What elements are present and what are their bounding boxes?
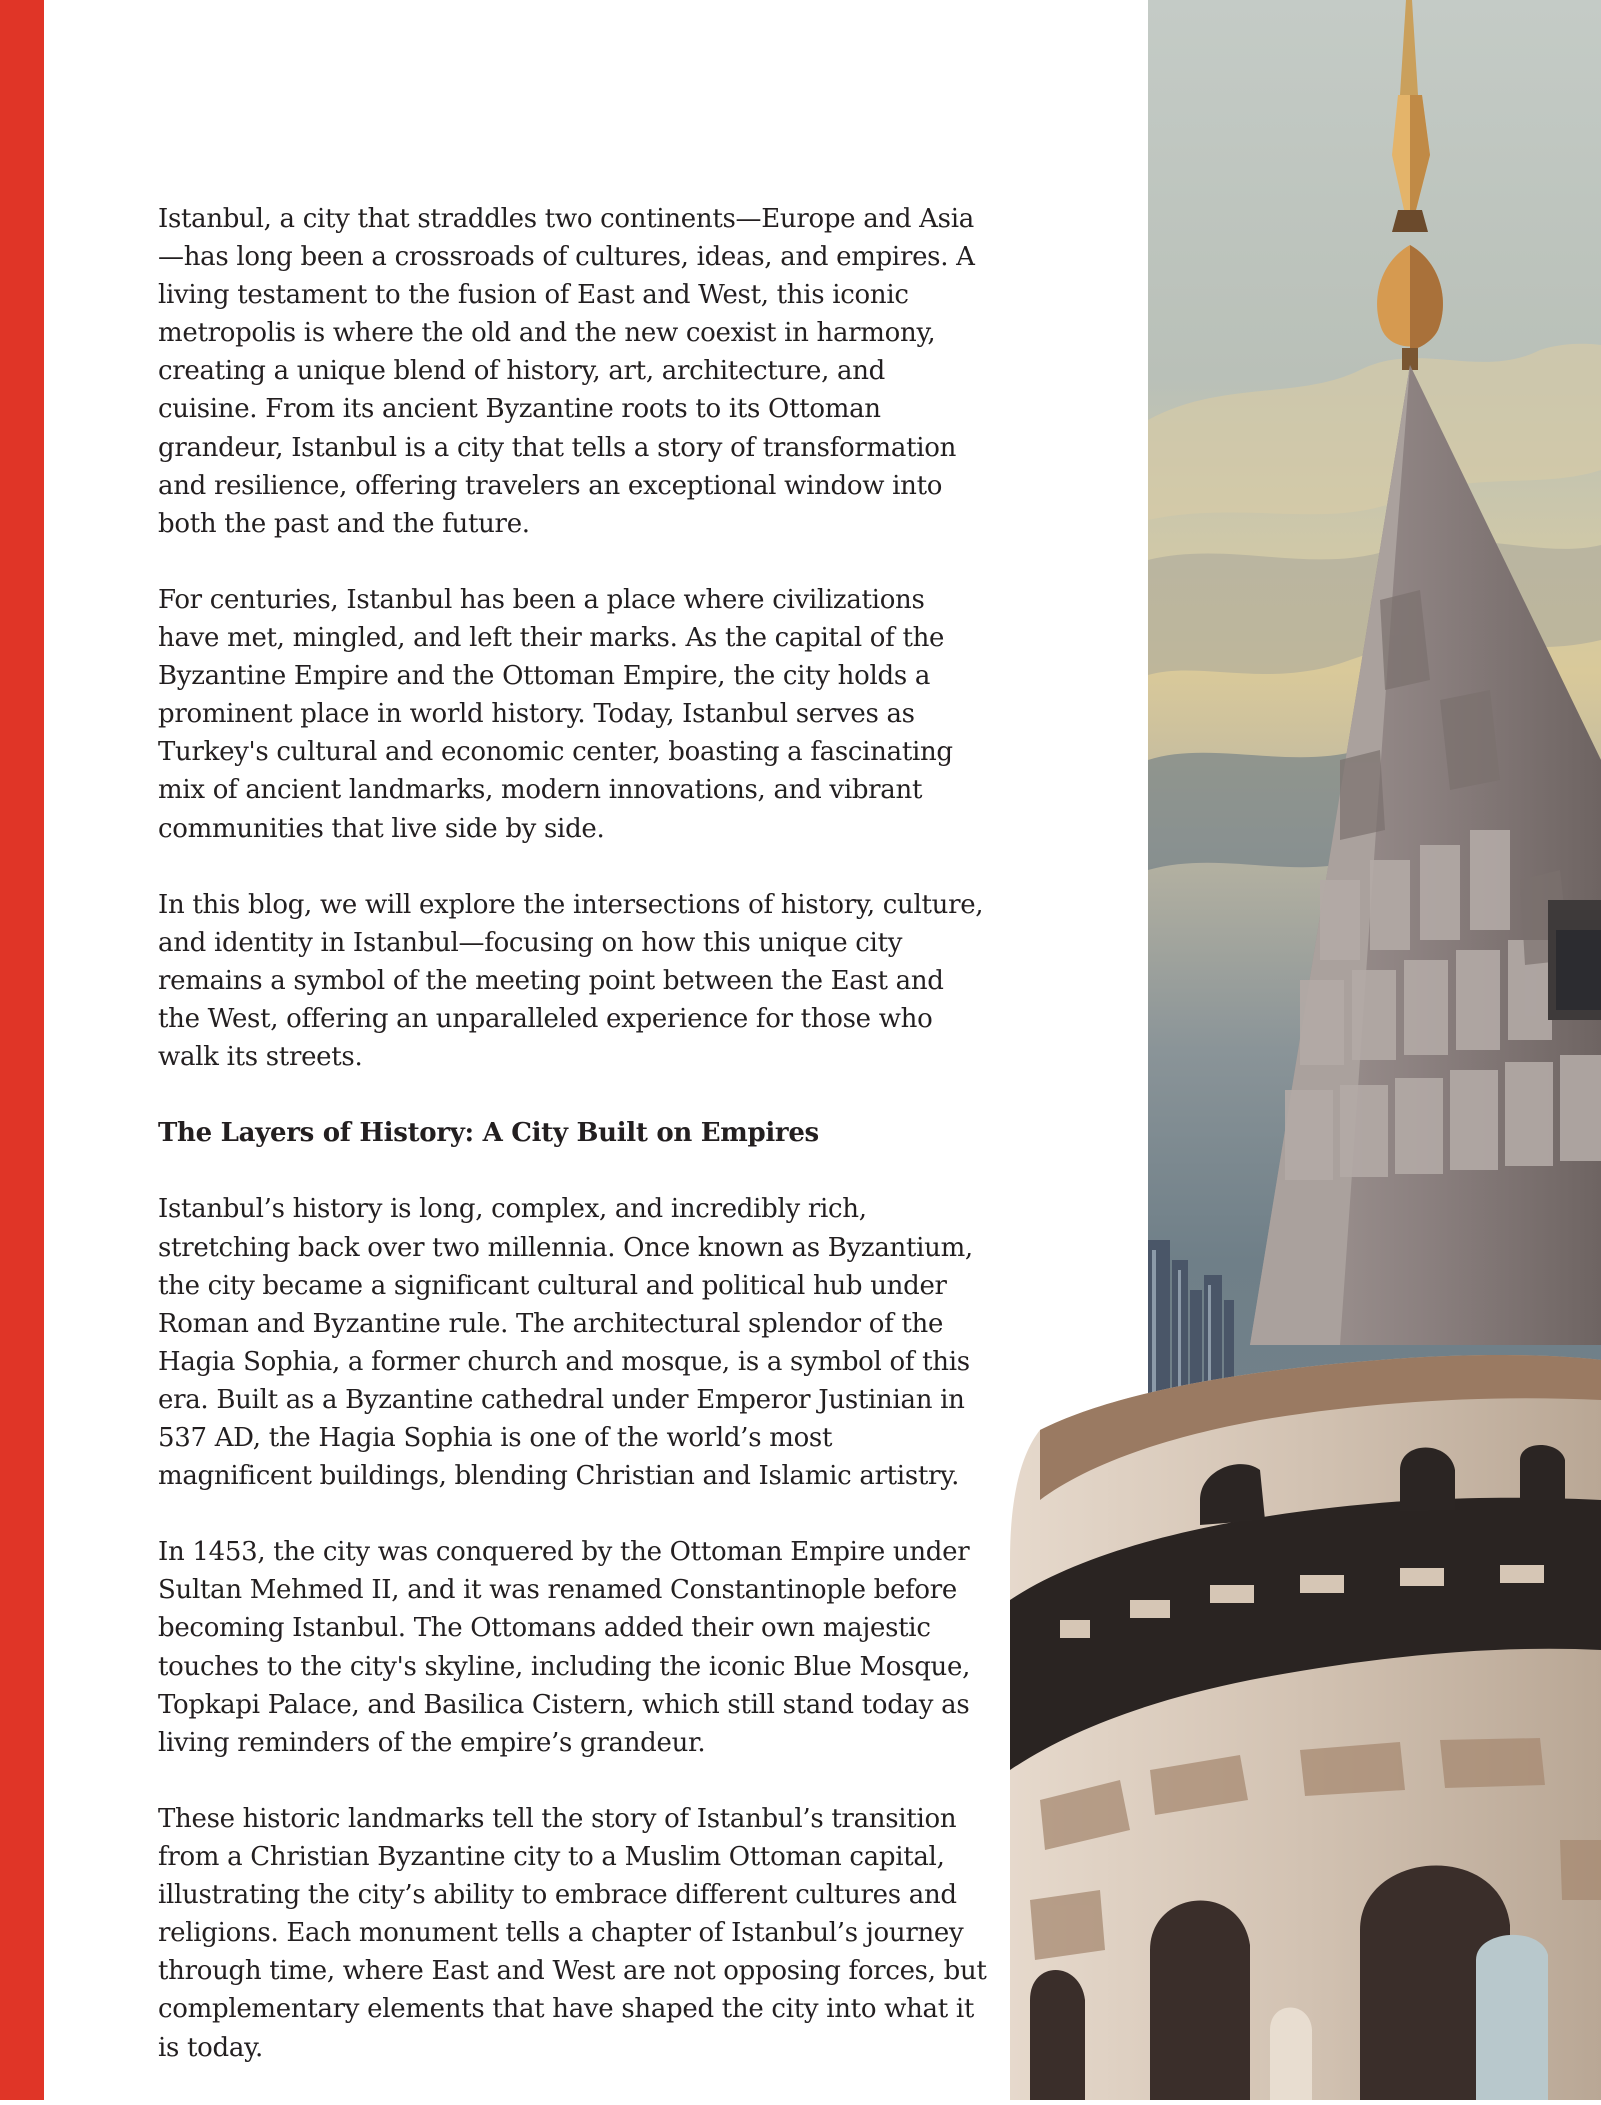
history-paragraph-2: In 1453, the city was conquered by the Ottoman Empire under Sultan Mehmed II, and it was renamed Constantinople before becoming Istanbul. The Ottomans added their own majestic touches to the city's skyline, including the iconic Blue Mosque, Topkapi Palace, and Basilica Cistern, which still stand today as living reminders of the empire’s grandeur. xyxy=(158,1537,971,1758)
history-paragraph-3: These historic landmarks tell the story of Istanbul’s transition from a Christian Byzantine city to a Muslim Ottoman capital, illustrating the city’s ability to embrace different cultures and religions. Each monument tells a chapter of Istanbul’s journey through time, where East and West are not opposing forces, but complementary elements that have shaped the city into what it is today. xyxy=(158,1803,987,2063)
arched-window xyxy=(1030,1970,1085,2100)
section-heading: The Layers of History: A City Built on Empires xyxy=(158,1118,819,1149)
article-body xyxy=(158,200,988,2105)
tower-body xyxy=(1010,1355,1601,2100)
galata-tower-illustration xyxy=(1000,0,1601,2100)
arched-window xyxy=(1150,1900,1250,2100)
intro-paragraph-2: For centuries, Istanbul has been a place where civilizations have met, mingled, and left their marks. As the capital of the Byzantine Empire and the Ottoman Empire, the city holds a prominent place in world history. Today, Istanbul serves as Turkey's cultural and economic center, boasting a fascinating mix of ancient landmarks, modern innovations, and vibrant communities that live side by side. xyxy=(158,584,953,844)
history-paragraph-1: Istanbul’s history is long, complex, and incredibly rich, stretching back over two millennia. Once known as Byzantium, the city became a significant cultural and political hub under Roman and Byzantine rule. The architectural splendor of the Hagia Sophia, a former church and mosque, is a symbol of this era. Built as a Byzantine cathedral under Emperor Justinian in 537 AD, the Hagia Sophia is one of the world’s most magnificent buildings, blending Christian and Islamic artistry. xyxy=(158,1194,973,1492)
accent-bar xyxy=(0,0,44,2100)
cloud xyxy=(1148,750,1360,870)
intro-paragraph-3: In this blog, we will explore the intersections of history, culture, and identity in Istanbul—focusing on how this unique city remains a symbol of the meeting point between the East and the West, offering an unparalleled experience for those who walk its streets. xyxy=(158,889,984,1073)
intro-paragraph-1: Istanbul, a city that straddles two continents—Europe and Asia—has long been a crossroads of cultures, ideas, and empires. A living testament to the fusion of East and West, this iconic metropolis is where the old and the new coexist in harmony, creating a unique blend of history, art, architecture, and cuisine. From its ancient Byzantine roots to its Ottoman grandeur, Istanbul is a city that tells a story of transformation and resilience, offering travelers an exceptional window into both the past and the future. xyxy=(158,204,975,539)
